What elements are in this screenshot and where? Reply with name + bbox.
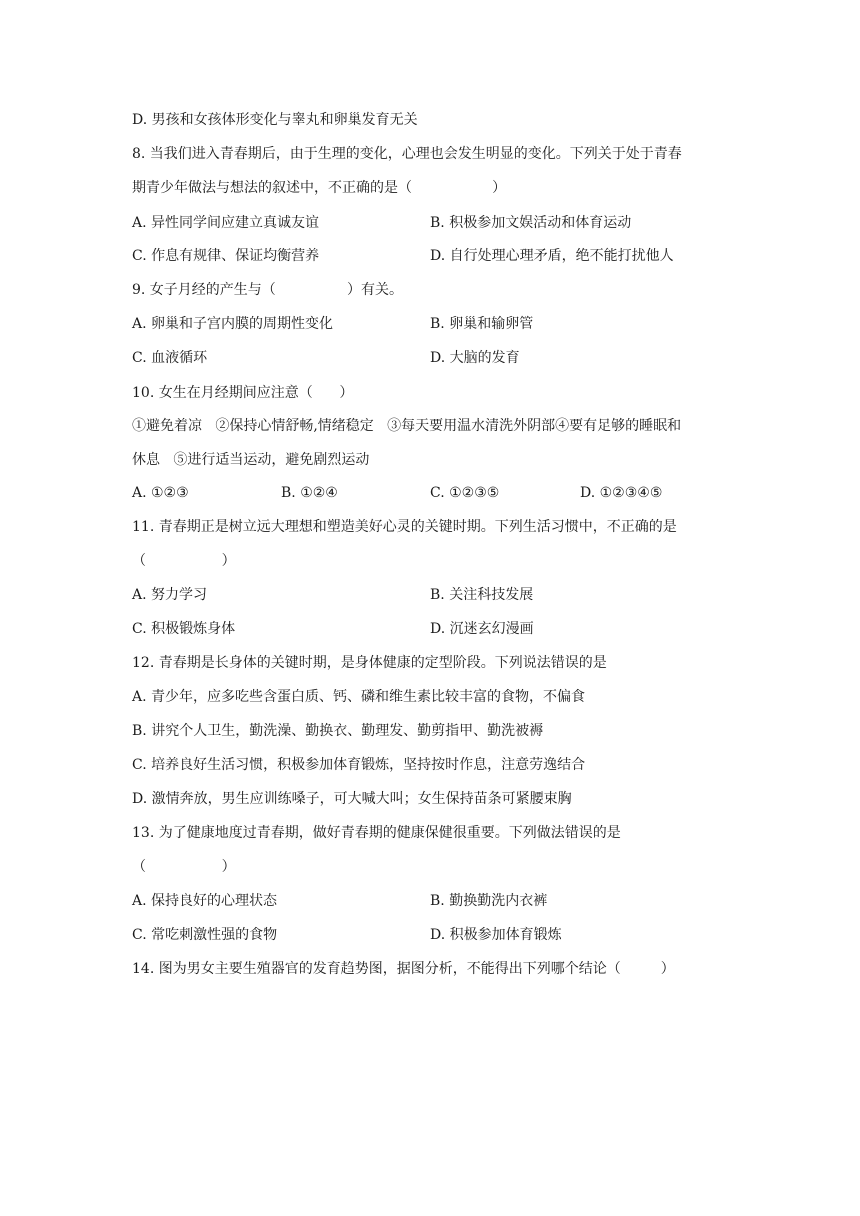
q10-option-c: C. ①②③⑤: [430, 485, 500, 501]
q13-option-b: B. 勤换勤洗内衣裤: [430, 893, 548, 909]
q7-option-d: D. 男孩和女孩体形变化与睾丸和卵巢发育无关: [132, 112, 418, 128]
q8-stem-line2: 期青少年做法与想法的叙述中，不正确的是（ ）: [132, 180, 507, 196]
q10-option-a: A. ①②③: [132, 485, 189, 501]
q11-option-b: B. 关注科技发展: [430, 587, 534, 603]
q10-option-d: D. ①②③④⑤: [580, 485, 663, 501]
q10-stem: 10. 女生在月经期间应注意（ ）: [132, 385, 354, 401]
q10-items-line1: ①避免着凉 ②保持心情舒畅,情绪稳定 ③每天要用温水清洗外阴部④要有足够的睡眠和: [132, 418, 682, 434]
q13-option-a: A. 保持良好的心理状态: [132, 893, 278, 909]
q9-stem: 9. 女子月经的产生与（ ）有关。: [132, 282, 404, 298]
q12-stem: 12. 青春期是长身体的关键时期，是身体健康的定型阶段。下列说法错误的是: [132, 655, 607, 671]
q10-option-b: B. ①②④: [281, 485, 338, 501]
q13-stem-line1: 13. 为了健康地度过青春期，做好青春期的健康保健很重要。下列做法错误的是: [132, 825, 621, 841]
q8-stem-line1: 8. 当我们进入青春期后，由于生理的变化，心理也会发生明显的变化。下列关于处于青春: [132, 146, 682, 162]
q11-option-c: C. 积极锻炼身体: [132, 621, 236, 637]
q12-option-b: B. 讲究个人卫生，勤洗澡、勤换衣、勤理发、勤剪指甲、勤洗被褥: [132, 723, 544, 739]
q12-option-d: D. 激情奔放，男生应训练嗓子，可大喊大叫；女生保持苗条可紧腰束胸: [132, 791, 572, 807]
q9-option-b: B. 卵巢和输卵管: [430, 316, 534, 332]
q12-option-c: C. 培养良好生活习惯，积极参加体育锻炼，坚持按时作息，注意劳逸结合: [132, 757, 586, 773]
q9-option-a: A. 卵巢和子宫内膜的周期性变化: [132, 316, 334, 332]
q13-stem-line2: （ ）: [132, 859, 236, 875]
q9-option-d: D. 大脑的发育: [430, 350, 520, 366]
q13-option-d: D. 积极参加体育锻炼: [430, 927, 562, 943]
q10-items-line2: 休息 ⑤进行适当运动，避免剧烈运动: [132, 452, 370, 468]
q11-option-d: D. 沉迷玄幻漫画: [430, 621, 534, 637]
q8-option-c: C. 作息有规律、保证均衡营养: [132, 248, 320, 264]
q9-option-c: C. 血液循环: [132, 350, 208, 366]
q12-option-a: A. 青少年，应多吃些含蛋白质、钙、磷和维生素比较丰富的食物，不偏食: [132, 689, 586, 705]
q11-stem-line2: （ ）: [132, 553, 236, 569]
q11-option-a: A. 努力学习: [132, 587, 208, 603]
q14-stem: 14. 图为男女主要生殖器官的发育趋势图，据图分析，不能得出下列哪个结论（ ）: [132, 961, 675, 977]
q8-option-a: A. 异性同学间应建立真诚友谊: [132, 215, 320, 231]
q8-option-d: D. 自行处理心理矛盾，绝不能打扰他人: [430, 248, 674, 264]
q8-option-b: B. 积极参加文娱活动和体育运动: [430, 215, 632, 231]
q11-stem-line1: 11. 青春期正是树立远大理想和塑造美好心灵的关键时期。下列生活习惯中，不正确的是: [132, 519, 677, 535]
q13-option-c: C. 常吃刺激性强的食物: [132, 927, 278, 943]
